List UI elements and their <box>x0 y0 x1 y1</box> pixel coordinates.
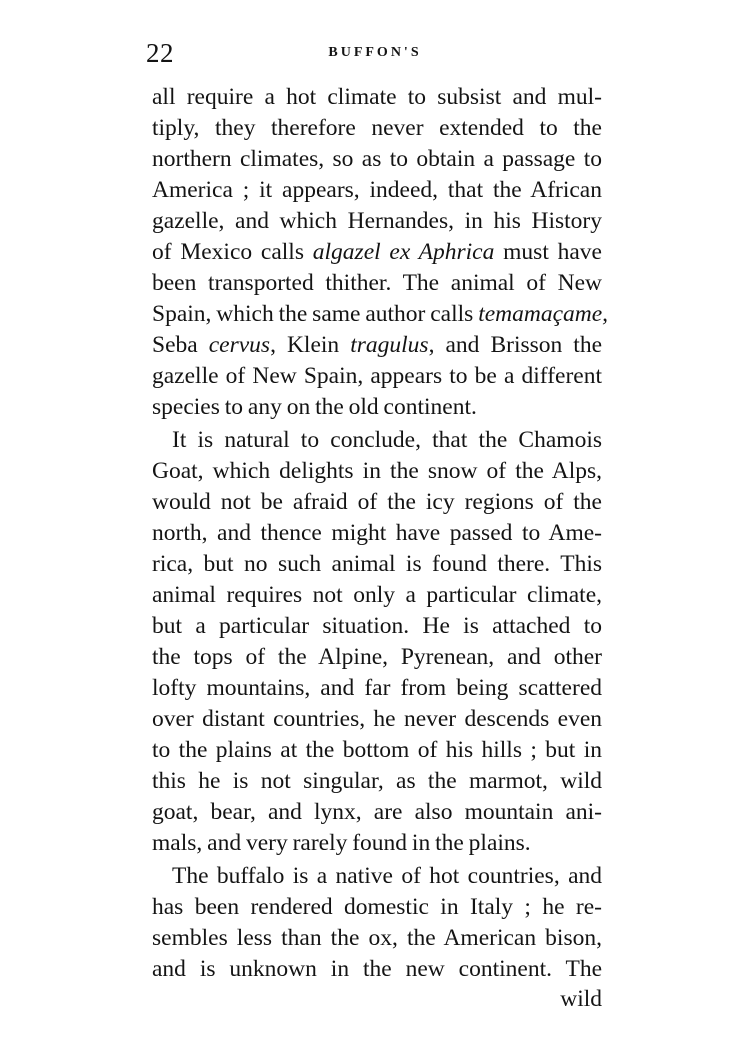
text-line: would not be afraid of the icy regions of the <box>152 489 602 515</box>
text-line <box>152 237 602 268</box>
text-line: America ; it appears, indeed, that the African <box>152 177 602 203</box>
text-line: been transported thither. The animal of New <box>152 270 602 296</box>
text-line: mals, and very rarely found in the plains. <box>152 830 531 856</box>
italic-term: cervus <box>208 332 271 358</box>
text-line <box>152 299 609 330</box>
text-line: but a particular situation. He is attached to <box>152 613 602 639</box>
italic-term: algazel ex Aphrica <box>312 239 495 265</box>
text-line: The buffalo is a native of hot countries, and <box>172 863 602 889</box>
text-line: over distant countries, he never descends even <box>152 706 602 732</box>
catchword: wild <box>560 986 602 1012</box>
text-run: , Klein <box>270 332 351 358</box>
text-line: species to any on the old continent. <box>152 394 477 420</box>
text-line: gazelle, and which Hernandes, in his History <box>152 208 602 234</box>
text-line: has been rendered domestic in Italy ; he re- <box>152 894 602 920</box>
page-number: 22 <box>146 38 174 68</box>
text-run: of Mexico calls <box>152 239 313 265</box>
text-line: this he is not singular, as the marmot, wild <box>152 768 602 794</box>
text-line: sembles less than the ox, the American bison, <box>152 925 602 951</box>
text-line: It is natural to conclude, that the Chamois <box>172 427 602 453</box>
text-line <box>152 330 602 361</box>
text-line: to the plains at the bottom of his hills ; but in <box>152 737 602 763</box>
text-line: northern climates, so as to obtain a passage to <box>152 146 602 172</box>
text-line: animal requires not only a particular climate, <box>152 582 602 608</box>
text-line: Goat, which delights in the snow of the Alps, <box>152 458 602 484</box>
text-line: north, and thence might have passed to Ame- <box>152 520 602 546</box>
italic-term: temamaçame, <box>478 301 609 327</box>
text-line: goat, bear, and lynx, are also mountain ani- <box>152 799 602 825</box>
running-head: BUFFON'S <box>328 45 422 60</box>
text-line: and is unknown in the new continent. The <box>152 956 602 982</box>
text-run: , and Brisson the <box>428 332 602 358</box>
text-line: lofty mountains, and far from being scattered <box>152 675 602 701</box>
text-run: must have <box>494 239 602 265</box>
text-line: tiply, they therefore never extended to the <box>152 115 602 141</box>
text-line: gazelle of New Spain, appears to be a different <box>152 363 602 389</box>
text-line: rica, but no such animal is found there. This <box>152 551 602 577</box>
text-run: Seba <box>152 332 209 358</box>
text-line: all require a hot climate to subsist and mul- <box>152 84 602 110</box>
italic-term: tragulus <box>350 332 429 358</box>
text-line: the tops of the Alpine, Pyrenean, and other <box>152 644 602 670</box>
text-run: Spain, which the same author calls <box>152 301 479 327</box>
